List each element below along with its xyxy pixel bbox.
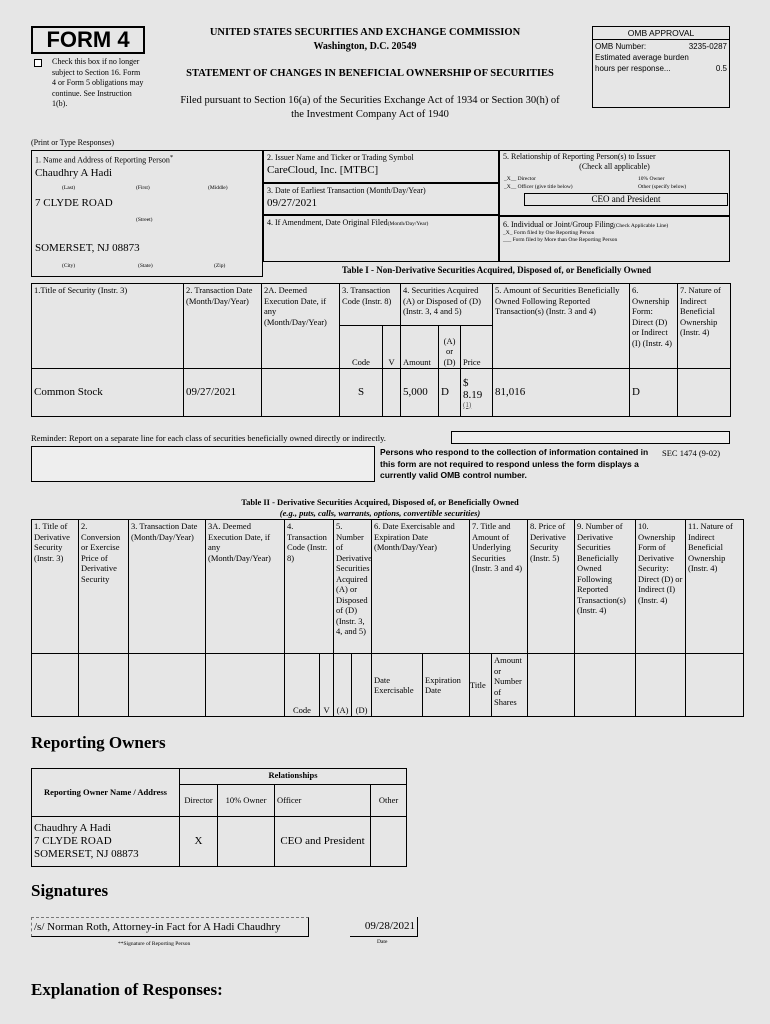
ro-col-name: Reporting Owner Name / Address bbox=[32, 769, 180, 817]
t1-security: Common Stock bbox=[32, 369, 184, 417]
t1-deemed bbox=[262, 369, 340, 417]
t1-price: 8.19 bbox=[463, 388, 483, 401]
t2-col-date: 3. Transaction Date (Month/Day/Year) bbox=[129, 520, 206, 654]
omb-approval-box bbox=[592, 26, 730, 108]
ro-other bbox=[371, 817, 407, 867]
t1-sub-price: Price bbox=[461, 326, 493, 369]
t1-col-title: 1.Title of Security (Instr. 3) bbox=[32, 284, 184, 369]
t1-col-deemed: 2A. Deemed Execution Date, if any (Month/Day/Year) bbox=[262, 284, 340, 369]
t1-col-date: 2. Transaction Date (Month/Day/Year) bbox=[184, 284, 262, 369]
state-label: (State) bbox=[138, 263, 153, 269]
t2-col-exercisable: 6. Date Exercisable and Expiration Date (Month/Day/Year) bbox=[372, 520, 470, 654]
t1-sub-amount: Amount bbox=[401, 326, 439, 369]
explanation-heading: Explanation of Responses: bbox=[31, 980, 223, 999]
persons-notice: Persons who respond to the collection of information contained in this form are not required to respond unless the form displays a currently valid OMB control number. bbox=[380, 447, 649, 480]
no-longer-subject-checkbox[interactable] bbox=[34, 59, 42, 67]
box5-label: 5. Relationship of Reporting Person(s) to Issuer bbox=[503, 152, 656, 161]
filed-pursuant-line2: the Investment Company Act of 1940 bbox=[291, 109, 449, 120]
signature-field bbox=[31, 917, 309, 937]
t2-col-title: 1. Title of Derivative Security (Instr. 3) bbox=[32, 520, 79, 654]
box2-issuer bbox=[263, 150, 499, 183]
reminder-text: Reminder: Report on a separate line for each class of securities beneficially owned directly or indirectly. bbox=[31, 433, 386, 443]
t2-sub-code: Code bbox=[285, 654, 320, 717]
box4-amendment bbox=[263, 215, 499, 262]
signature-date-field bbox=[350, 917, 418, 937]
signature-date: 09/28/2021 bbox=[364, 920, 415, 932]
t1-price-footnote[interactable]: (1) bbox=[463, 400, 472, 409]
filing-option-one: _X_ Form filed by One Reporting Person bbox=[503, 230, 595, 236]
signatures-heading: Signatures bbox=[31, 881, 109, 900]
reporting-person-name: Chaudhry A Hadi bbox=[35, 167, 112, 179]
filing-option-multiple: ___ Form filed by More than One Reporting Person bbox=[503, 237, 618, 243]
checkbox-text: Check this box if no longer subject to Section 16. Form 4 or Form 5 obligations may continue. See Instruction 1(b). bbox=[52, 57, 144, 108]
ro-col-tenpct: 10% Owner bbox=[218, 785, 275, 817]
ro-col-relationships: Relationships bbox=[180, 769, 407, 785]
t2-col-underlying: 7. Title and Amount of Underlying Securities (Instr. 3 and 4) bbox=[470, 520, 528, 654]
omb-hours-value: 0.5 bbox=[715, 64, 727, 73]
city-state-zip: SOMERSET, NJ 08873 bbox=[35, 242, 140, 254]
box3-label: 3. Date of Earliest Transaction (Month/Day/Year) bbox=[267, 186, 426, 195]
reporting-owners-heading: Reporting Owners bbox=[31, 733, 166, 752]
director-option: _X__ Director bbox=[504, 176, 536, 182]
t1-ad: D bbox=[439, 369, 461, 417]
t2-sub-expiration: Expiration Date bbox=[423, 654, 470, 717]
ten-percent-option: 10% Owner bbox=[638, 176, 665, 182]
city-label: (City) bbox=[62, 263, 76, 269]
issuer-name: CareCloud, Inc. [MTBC] bbox=[267, 164, 379, 176]
ro-owner-street: 7 CLYDE ROAD bbox=[34, 835, 112, 847]
ro-owner-name: Chaudhry A Hadi bbox=[34, 822, 111, 834]
t1-col-form: 6. Ownership Form: Direct (D) or Indirect (I) (Instr. 4) bbox=[630, 284, 678, 369]
omb-number-value: 3235-0287 bbox=[688, 42, 727, 51]
box6-label-small: (Check Applicable Line) bbox=[613, 223, 669, 229]
agency-city: Washington, D.C. 20549 bbox=[313, 41, 417, 52]
t2-col-number: 5. Number of Derivative Securities Acquired (A) or Disposed of (D) (Instr. 3, 4, and 5) bbox=[334, 520, 372, 654]
t2-sub-title: Title bbox=[470, 654, 492, 717]
t1-sub-ad: (A) or (D) bbox=[439, 326, 461, 369]
signature-value: /s/ Norman Roth, Attorney-in Fact for A Hadi Chaudhry bbox=[34, 921, 281, 933]
t1-owned: 81,016 bbox=[493, 369, 630, 417]
box3-earliest-transaction bbox=[263, 183, 499, 215]
signature-label-prefix: ** bbox=[118, 941, 124, 947]
t2-sub-amount: Amount or Number of Shares bbox=[492, 654, 528, 717]
ro-owner-city: SOMERSET, NJ 08873 bbox=[34, 848, 139, 860]
ro-director: X bbox=[180, 817, 218, 867]
t2-col-code: 4. Transaction Code (Instr. 8) bbox=[285, 520, 334, 654]
reminder-field bbox=[451, 431, 730, 444]
t1-sub-code: Code bbox=[340, 326, 383, 369]
officer-title: CEO and President bbox=[524, 193, 728, 206]
t1-col-acquired: 4. Securities Acquired (A) or Disposed of (D) (Instr. 3, 4 and 5) bbox=[401, 284, 493, 326]
box2-label: 2. Issuer Name and Ticker or Trading Symbol bbox=[267, 153, 414, 162]
t2-sub-exercisable: Date Exercisable bbox=[372, 654, 423, 717]
t1-form: D bbox=[630, 369, 678, 417]
ro-col-other: Other bbox=[371, 785, 407, 817]
t1-nature bbox=[678, 369, 731, 417]
box4-label-small: (Month/Day/Year) bbox=[387, 221, 429, 227]
other-option: Other (specify below) bbox=[638, 184, 687, 190]
ro-col-director: Director bbox=[180, 785, 218, 817]
omb-burden-label: Estimated average burden bbox=[595, 53, 689, 62]
t2-sub-d: (D) bbox=[352, 654, 372, 717]
t1-col-owned: 5. Amount of Securities Beneficially Owned Following Reported Transaction(s) (Instr. 3 and 4) bbox=[493, 284, 630, 369]
notice-field bbox=[31, 446, 375, 482]
table-row bbox=[32, 369, 731, 417]
date-label: Date bbox=[377, 939, 388, 945]
table1-non-derivative bbox=[31, 283, 731, 417]
box4-label: 4. If Amendment, Date Original Filed bbox=[267, 218, 388, 227]
t1-date: 09/27/2021 bbox=[184, 369, 262, 417]
signature-label-text: Signature of Reporting Person bbox=[123, 941, 191, 947]
street-label: (Street) bbox=[136, 217, 153, 223]
t2-col-form: 10. Ownership Form of Derivative Security: Direct (D) or Indirect (I) (Instr. 4) bbox=[636, 520, 686, 654]
t2-col-nature: 11. Nature of Indirect Beneficial Ownership (Instr. 4) bbox=[686, 520, 744, 654]
print-type-note: (Print or Type Responses) bbox=[31, 138, 115, 147]
ro-owner-address bbox=[32, 817, 180, 867]
t1-amount: 5,000 bbox=[401, 369, 439, 417]
box1-asterisk: * bbox=[169, 154, 174, 161]
t1-v bbox=[383, 369, 401, 417]
ro-tenpct bbox=[218, 817, 275, 867]
box1-label: 1. Name and Address of Reporting Person bbox=[35, 155, 170, 165]
middle-label: (Middle) bbox=[208, 185, 228, 191]
officer-option: _X__ Officer (give title below) bbox=[504, 184, 573, 190]
ro-col-officer: Officer bbox=[275, 785, 371, 817]
t1-sub-v: V bbox=[383, 326, 401, 369]
t2-sub-a: (A) bbox=[334, 654, 352, 717]
t1-col-nature: 7. Nature of Indirect Beneficial Ownership (Instr. 4) bbox=[678, 284, 731, 369]
omb-hours-label: hours per response... bbox=[595, 64, 671, 73]
t2-col-deemed: 3A. Deemed Execution Date, if any (Month/Day/Year) bbox=[206, 520, 285, 654]
box6-label: 6. Individual or Joint/Group Filing bbox=[503, 220, 614, 229]
omb-number-label: OMB Number: bbox=[595, 42, 647, 51]
t2-col-conversion: 2. Conversion or Exercise Price of Derivative Security bbox=[79, 520, 129, 654]
box5-relationship bbox=[499, 150, 730, 216]
street-address: 7 CLYDE ROAD bbox=[35, 197, 113, 209]
table2-subtitle: (e.g., puts, calls, warrants, options, convertible securities) bbox=[279, 508, 481, 518]
ro-officer: CEO and President bbox=[275, 817, 371, 867]
signature-label bbox=[118, 941, 190, 948]
zip-label: (Zip) bbox=[214, 263, 226, 269]
box6-filing bbox=[499, 216, 730, 262]
first-label: (First) bbox=[136, 185, 150, 191]
form-title-box bbox=[31, 26, 145, 54]
reporting-owners-table bbox=[31, 768, 407, 867]
omb-title: OMB APPROVAL bbox=[593, 27, 729, 40]
earliest-transaction-date: 09/27/2021 bbox=[267, 197, 318, 209]
agency-name: UNITED STATES SECURITIES AND EXCHANGE COMMISSION bbox=[209, 27, 521, 38]
table2-title: Table II - Derivative Securities Acquired, Disposed of, or Beneficially Owned bbox=[241, 497, 519, 507]
t1-price-symbol: $ bbox=[463, 376, 469, 389]
form-title: FORM 4 bbox=[46, 27, 130, 52]
table-row bbox=[32, 817, 407, 867]
box1-reporting-person bbox=[31, 150, 263, 277]
t2-sub-v: V bbox=[320, 654, 334, 717]
t2-col-owned: 9. Number of Derivative Securities Beneficially Owned Following Reported Transaction(s) (Instr. 4) bbox=[575, 520, 636, 654]
t2-col-price: 8. Price of Derivative Security (Instr. 5) bbox=[528, 520, 575, 654]
table1-title: Table I - Non-Derivative Securities Acquired, Disposed of, or Beneficially Owned bbox=[341, 265, 652, 275]
table2-derivative bbox=[31, 519, 744, 717]
filed-pursuant-line1: Filed pursuant to Section 16(a) of the Securities Exchange Act of 1934 or Section 30(h) of bbox=[180, 95, 560, 106]
last-label: (Last) bbox=[62, 185, 76, 191]
box5-sub: (Check all applicable) bbox=[579, 162, 650, 171]
t1-price-cell bbox=[461, 369, 493, 417]
t1-code: S bbox=[340, 369, 383, 417]
t1-col-code: 3. Transaction Code (Instr. 8) bbox=[340, 284, 401, 326]
statement-title: STATEMENT OF CHANGES IN BENEFICIAL OWNERSHIP OF SECURITIES bbox=[186, 68, 554, 79]
sec-code: SEC 1474 (9-02) bbox=[662, 448, 721, 458]
